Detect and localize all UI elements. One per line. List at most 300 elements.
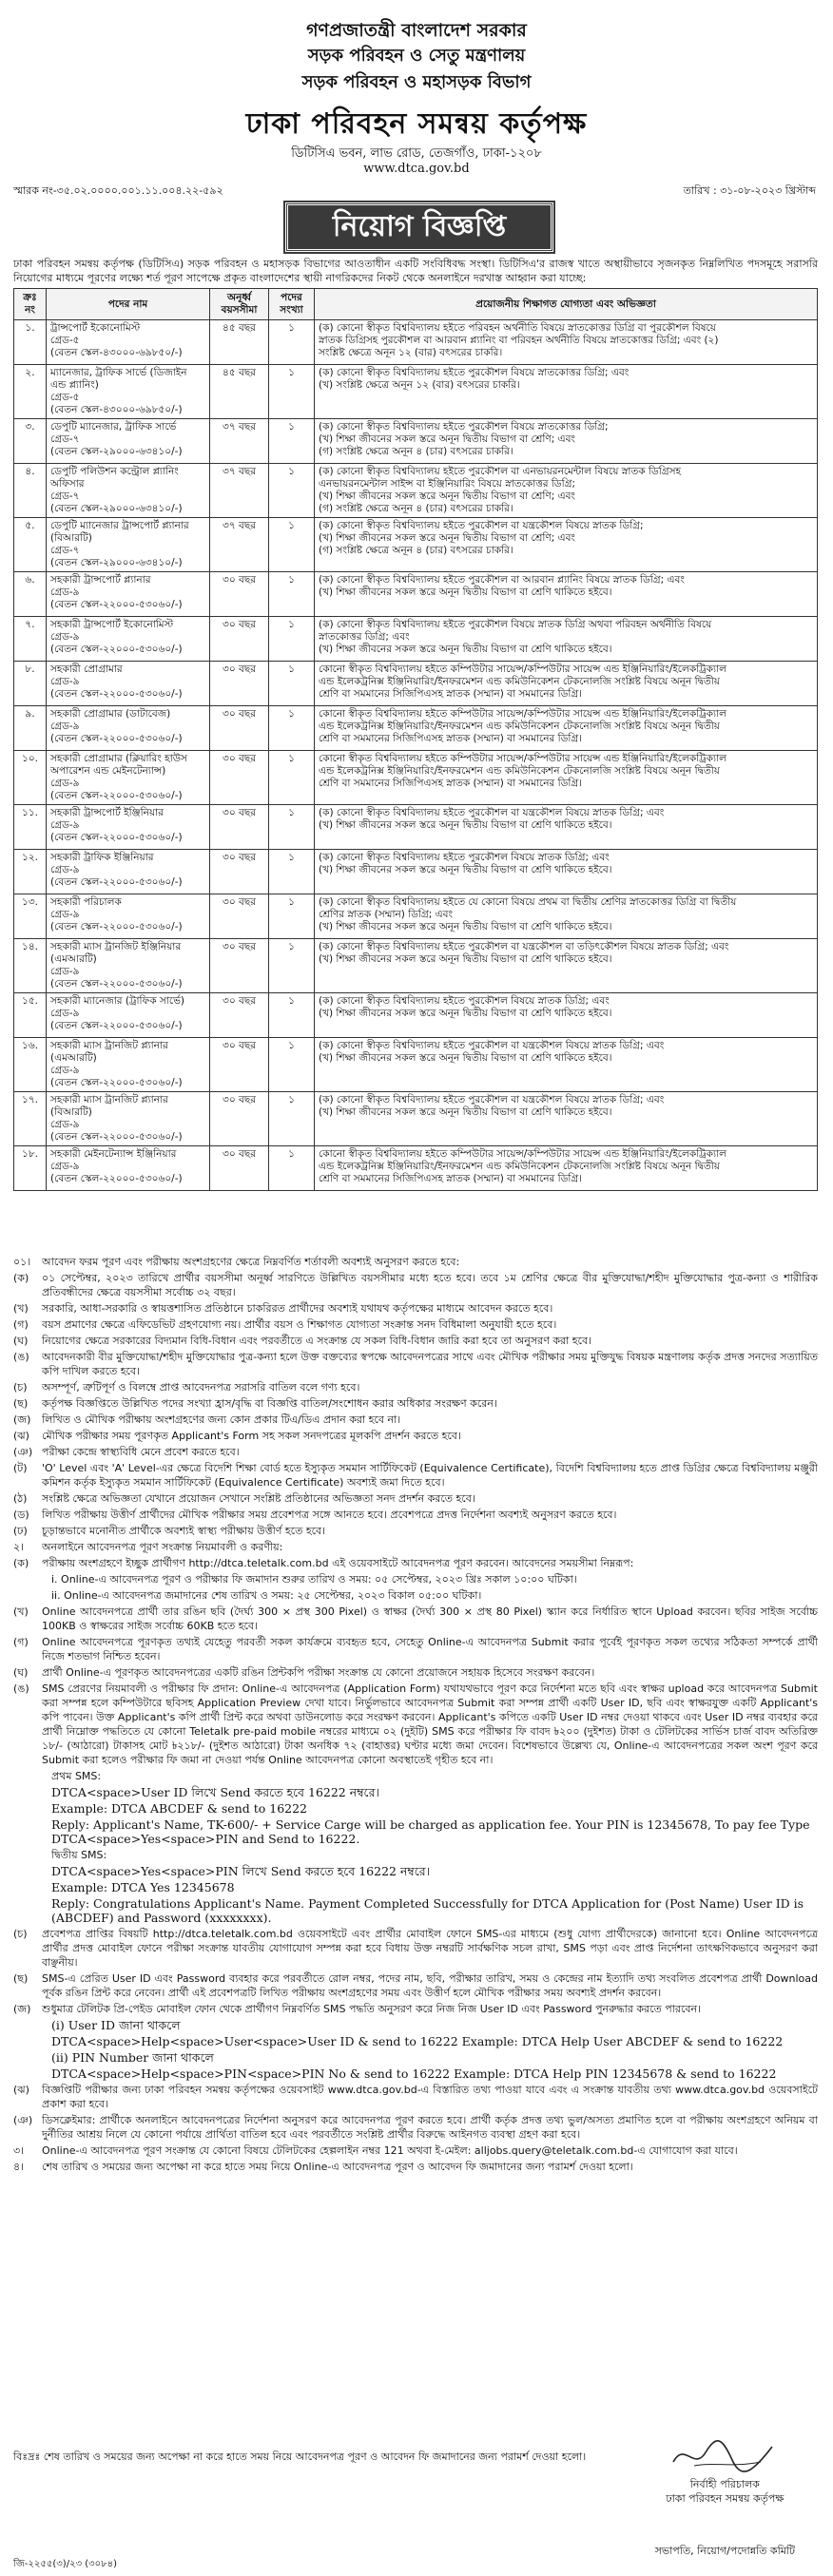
condition-label: (গ) <box>13 1318 29 1331</box>
sms-second-sms: DTCA<space>Yes<space>PIN লিখে Send করতে হবে 16222 নম্বরে। <box>51 1864 431 1878</box>
post-grade: গ্রেড-৫ <box>50 392 80 403</box>
cell-post <box>47 751 210 805</box>
condition-text: অসম্পূর্ণ, ত্রুটিপূর্ণ ও বিলম্বে প্রাপ্ত আবেদনপত্র সরাসরি বাতিল বলে গণ্য হবে। <box>42 1381 360 1394</box>
cell-age: ৩০ বছর <box>210 751 269 805</box>
post-grade: গ্রেড-৯ <box>50 676 80 687</box>
cell-sl: ১৩. <box>14 894 47 939</box>
condition-text: Online-এ আবেদনপত্র পূরণ সংক্রান্ত যে কোনো বিষয়ে টেলিটকের হেল্পলাইন নম্বর 121 অথবা ই-মেইল: alljobs.query@teletalk.com.bd-এ যোগাযোগ করা যাবে। <box>42 2144 738 2157</box>
cell-count: ১ <box>269 1092 315 1146</box>
qualification-line: এন্ড ইলেকট্রনিক্স ইঞ্জিনিয়ারিং/ইনফরমেশন এন্ড কমিউনিকেশন টেকনোলজি সংশ্লিষ্ট বিষয়ে অনূন দ্বিতীয় <box>319 721 720 732</box>
condition-item <box>13 1334 818 1348</box>
qualification-line: (ক) কোনো স্বীকৃত বিশ্ববিদ্যালয় হইতে পুরকৌশল বা যন্ত্রকৌশল বিষয়ে স্নাতক ডিগ্রি; এবং <box>319 1094 665 1105</box>
cell-count: ১ <box>269 894 315 939</box>
cell-post <box>47 320 210 365</box>
condition-item <box>13 1413 818 1427</box>
cell-count: ১ <box>269 464 315 518</box>
table-row <box>14 805 818 850</box>
qualification-line: (ক) কোনো স্বীকৃত বিশ্ববিদ্যালয় হইতে পুরকৌশল বিষয়ে স্নাতকোত্তর ডিগ্রি; এবং <box>319 367 630 378</box>
qualification-line: কোনো স্বীকৃত বিশ্ববিদ্যালয় হইতে কম্পিউটার সায়েন্স/কম্পিউটার সায়েন্স এন্ড ইঞ্জিনিয়ারিং/ইলেকট্রিক্যাল <box>319 708 726 720</box>
qualification-line: (ক) কোনো স্বীকৃত বিশ্ববিদ্যালয় হইতে পুরকৌশল বিষয়ে স্নাতক ডিগ্রি; এবং <box>319 995 610 1007</box>
signer-org: ঢাকা পরিবহন সমন্বয় কর্তৃপক্ষ <box>666 2492 785 2505</box>
qualification-line: (খ) সংশ্লিষ্ট ক্ষেত্রে অনূন ১২ (বার) বৎসরের চাকরি। <box>319 379 520 391</box>
condition-label: ০১। <box>13 1256 31 1268</box>
post-scale: (বেতন স্কেল-২২০০০-৫৩০৬০/-) <box>50 599 183 610</box>
cell-age: ৩০ বছর <box>210 1038 269 1092</box>
cell-age: ৩০ বছর <box>210 993 269 1038</box>
condition-item <box>13 1556 818 1570</box>
post-name: সহকারী ট্রাফিক ইঞ্জিনিয়ার <box>50 852 154 863</box>
qualification-line: (ক) কোনো স্বীকৃত বিশ্ববিদ্যালয় হইতে পুরকৌশল বিষয়ে স্নাতক ডিগ্রি অথবা পরিবহন অর্থনীতি বিষয়ে <box>319 619 712 630</box>
qualification-line: (ক) কোনো স্বীকৃত বিশ্ববিদ্যালয় হইতে পুরকৌশল বিষয়ে স্নাতক ডিগ্রি; এবং <box>319 852 610 863</box>
qualification-line: (গ) সংশ্লিষ্ট ক্ষেত্রে অনূন ৪ (চার) বৎসরের চাকরি। <box>319 545 513 556</box>
post-name: ম্যানেজার, ট্রাফিক সার্ভে (ডিজাইন এন্ড প্ল্যানিং) <box>50 367 187 391</box>
qualification-line: (ক) কোনো স্বীকৃত বিশ্ববিদ্যালয় হইতে পুরকৌশল বা আরবান প্ল্যানিং বিষয়ে স্নাতক ডিগ্রি; এবং <box>319 574 685 586</box>
condition-label: (ক) <box>13 1272 29 1284</box>
cell-sl: ৩. <box>14 419 47 464</box>
post-grade: গ্রেড-৯ <box>50 1065 80 1076</box>
notice-date: তারিখ : ৩১-০৮-২০২৩ খ্রিস্টাব্দ <box>683 184 816 197</box>
post-name: ডেপুটি পলিউশন কন্ট্রোল প্ল্যানিং অফিসার <box>50 466 179 490</box>
conditions-section <box>13 1255 818 2176</box>
post-scale: (বেতন স্কেল-২২০০০-৫৩০৬০/-) <box>50 921 183 932</box>
division-line: সড়ক পরিবহন ও মহাসড়ক বিভাগ <box>301 72 532 92</box>
cell-age: ৩০ বছর <box>210 706 269 751</box>
cell-age: ৪৫ বছর <box>210 320 269 365</box>
cell-qualification <box>315 939 818 993</box>
sms-first-reply: Reply: Applicant's Name, TK-600/- + Service Carge will be charged as application fee. Your PIN is 12345678, To pay fee Type DTCA<space>Yes<space>PIN and Send to 16222. <box>51 1817 810 1846</box>
qualification-line: এন্ড ইলেকট্রনিক্স ইঞ্জিনিয়ারিং/ইনফরমেশন এন্ড কমিউনিকেশন টেকনোলজি সংশ্লিষ্ট বিষয়ে অনূন দ্বিতীয় <box>319 676 720 687</box>
recovery-line: (i) User ID জানা থাকলে <box>51 2018 181 2032</box>
cell-count: ১ <box>269 365 315 419</box>
table-row <box>14 1038 818 1092</box>
condition-label: (ঞ) <box>13 1446 33 1458</box>
authority-title: ঢাকা পরিবহন সমন্বয় কর্তৃপক্ষ <box>245 107 588 141</box>
condition-text: চূড়ান্তভাবে মনোনীত প্রার্থীকে অবশ্যই স্বাস্থ্য পরীক্ষায় উত্তীর্ণ হতে হবে। <box>42 1525 326 1537</box>
cell-age: ৩৭ বছর <box>210 419 269 464</box>
cell-sl: ১৮. <box>14 1146 47 1191</box>
post-scale: (বেতন স্কেল-৪৩০০০-৬৯৮৫০/-) <box>50 404 183 415</box>
condition-text: মৌখিক পরীক্ষার সময় পূরণকৃত Applicant's Form সহ সকল সনদপত্রের মূলকপি প্রদর্শন করতে হবে। <box>42 1430 461 1442</box>
table-row <box>14 572 818 617</box>
table-row <box>14 939 818 993</box>
col-header-qualification: প্রয়োজনীয় শিক্ষাগত যোগ্যতা এবং অভিজ্ঞতা <box>315 289 818 320</box>
cell-post <box>47 662 210 706</box>
cell-sl: ১২. <box>14 850 47 894</box>
cell-post <box>47 464 210 518</box>
qualification-line: (খ) শিক্ষা জীবনের সকল স্তরে অনূন দ্বিতীয় বিভাগ বা শ্রেণি থাকিতে হইবে। <box>319 1008 612 1019</box>
cell-qualification <box>315 572 818 617</box>
condition-text: আবেদন ফরম পূরণ এবং পরীক্ষায় অংশগ্রহণের ক্ষেত্রে নিম্নবর্ণিত শর্তাবলী অবশ্যই অনুসরণ করতে হবে: <box>42 1256 460 1268</box>
post-grade: গ্রেড-৯ <box>50 909 80 920</box>
col-header-age: অনূর্ধ্ব বয়সসীমা <box>210 289 269 320</box>
post-grade: গ্রেড-৫ <box>50 335 80 346</box>
post-name: সহকারী ম্যানেজার (ট্রাফিক সার্ভে) <box>50 995 184 1007</box>
condition-item <box>13 1317 818 1332</box>
cell-age: ৩০ বছর <box>210 1092 269 1146</box>
table-row <box>14 662 818 706</box>
condition-text: পরীক্ষায় অংশগ্রহণে ইচ্ছুক প্রার্থীগণ http://dtca.teletalk.com.bd এই ওয়েবসাইটে আবেদনপত্র পূরণ করবেন। আবেদনের সময়সীমা নিম্নরূপ: <box>42 1557 634 1569</box>
condition-item <box>13 2143 818 2158</box>
post-name: সহকারী প্রোগ্রামার (ডাটাবেজ) <box>50 708 171 720</box>
cell-qualification <box>315 365 818 419</box>
post-name: সহকারী পরিচালক <box>50 896 122 908</box>
cell-qualification <box>315 993 818 1038</box>
cell-age: ৩৭ বছর <box>210 518 269 572</box>
post-grade: গ্রেড-৯ <box>50 721 80 732</box>
condition-text: প্রবেশপত্র প্রাপ্তির বিষয়টি http://dtca.teletalk.com.bd ওয়েবসাইটে এবং প্রার্থীর মোবাইল ফোনে SMS-এর মাধ্যমে (শুধু যোগ্য প্রার্থীদেরকে) জানানো হবে। Online আবেদনপত্রে প্রার্থীর প্রদত্ত মোবাইল ফোনে পরীক্ষা সংক্রান্ত যাবতীয় যোগাযোগ সম্পন্ন করা হবে বিধায় উক্ত নম্বরটি সার্বক্ষণিক সচল রাখা, SMS পড়া এবং প্রাপ্ত নির্দেশনা তাৎক্ষণিকভাবে অনুসরণ করা বাঞ্ছনীয়। <box>42 1928 818 1969</box>
condition-label: ২। <box>13 1541 25 1553</box>
condition-item <box>13 2160 818 2174</box>
qualification-line: শ্রেণি বা সমমানের সিজিপিএসহ স্নাতক (সম্মান) বা সমমানের ডিগ্রি। <box>319 778 582 789</box>
condition-text: SMS প্রেরণের নিয়মাবলী ও পরীক্ষার ফি প্রদান: Online-এ আবেদনপত্র (Application Form) যথাযথভাবে পূরণ করে নির্দেশনা মতে ছবি এবং স্বাক্ষর upload করে আবেদনপত্র Submit করা সম্পন্ন হলে কম্পিউটারে ছবিসহ Application Preview দেখা যাবে। নির্ভুলভাবে আবেদনপত্র Submit করা সম্পন্ন প্রার্থী একটি User ID, ছবি এবং স্বাক্ষরযুক্ত একটি Applicant's কপি পাবেন। উক্ত Applicant's কপি প্রার্থী প্রিন্ট করে অথবা ডাউনলোড করে সংরক্ষণ করবেন। Applicant's কপিতে একটি User ID নম্বর দেওয়া থাকবে এবং User ID নম্বর ব্যবহার করে প্রার্থী নিম্নোক্ত পদ্ধতিতে যে কোনো Teletalk pre-paid mobile নম্বরের মাধ্যমে ০২ (দুইটি) SMS করে পরীক্ষার ফি বাবদ ৳২০০ (দুইশত) টাকা ও টেলিটকের সার্ভিস চার্জ বাবদ অতিরিক্ত ১৮/- (আঠারো) টাকাসহ মোট ৳২১৮/- (দুইশত আঠারো) টাকা অনধিক ৭২ (বাহাত্তর) ঘণ্টার মধ্যে জমা দেবেন। বিশেষভাবে উল্লেখ্য যে, Online-এ আবেদনপত্রের সকল অংশ পূরণ করে Submit করা হলেও পরীক্ষার ফি জমা না দেওয়া পর্যন্ত Online আবেদনপত্র কোনো অবস্থাতেই গৃহীত হবে না। <box>42 1682 818 1766</box>
address-line: ডিটিসিএ ভবন, লাভ রোড, তেজগাঁও, ঢাকা-১২০৮ <box>291 146 542 161</box>
qualification-line: শ্রেণি বা সমমানের সিজিপিএসহ স্নাতক (সম্মান) বা সমমানের ডিগ্রি। <box>319 688 582 700</box>
condition-label: ৩। <box>13 2144 25 2157</box>
post-grade: গ্রেড-৯ <box>50 864 80 875</box>
condition-item <box>13 1605 818 1633</box>
qualification-line: (খ) শিক্ষা জীবনের সকল স্তরে অনূন দ্বিতীয় বিভাগ বা শ্রেণি; এবং <box>319 490 575 502</box>
qualification-line: (খ) শিক্ষা জীবনের সকল স্তরে অনূন দ্বিতীয় বিভাগ বা শ্রেণি থাকিতে হইবে। <box>319 921 612 932</box>
condition-item <box>13 1540 818 1554</box>
condition-text: Online আবেদনপত্রে পূরণকৃত তথ্যই যেহেতু পরবর্তী সকল কার্যক্রমে ব্যবহৃত হবে, সেহেতু Online-এ আবেদনপত্র Submit করার পূর্বেই পূরণকৃত সকল তথ্যের সঠিকতা সম্পর্কে প্রার্থী নিজে শতভাগ নিশ্চিত হবেন। <box>42 1636 818 1663</box>
cell-age: ৩০ বছর <box>210 662 269 706</box>
memo-number: স্মারক নং-৩৫.০২.০০০০.০০১.১১.০০৪.২২-৫৯২ <box>13 184 223 197</box>
condition-item <box>13 1301 818 1316</box>
condition-label: (ঠ) <box>13 1492 28 1505</box>
cell-count: ১ <box>269 1146 315 1191</box>
condition-item <box>13 1445 818 1459</box>
post-scale: (বেতন স্কেল-২২০০০-৫৩০৬০/-) <box>50 790 183 801</box>
footer-code: জি-২২৫৫(৩)/২৩ (৩০৮৪) <box>13 2559 118 2569</box>
cell-qualification <box>315 894 818 939</box>
post-scale: (বেতন স্কেল-২৯০০০-৬৩৪১০/-) <box>50 557 183 568</box>
cell-qualification <box>315 805 818 850</box>
recovery-line: DTCA<space>Help<space>PIN<space>PIN No & send to 16222 Example: DTCA Help PIN 12345678 & send to 16222 <box>51 2067 777 2081</box>
cell-qualification <box>315 518 818 572</box>
sms-first-sms: DTCA<space>User ID লিখে Send করতে হবে 16222 নম্বরে। <box>51 1785 379 1799</box>
condition-text: শুধুমাত্র টেলিটক প্রি-পেইড মোবাইল ফোন থেকে প্রার্থীগণ নিম্নবর্ণিত SMS পদ্ধতি অনুসরণ করে নিজ নিজ User ID এবং Password পুনরুদ্ধার করতে পারবেন। <box>42 2003 702 2015</box>
cell-qualification <box>315 617 818 662</box>
condition-text: বয়স প্রমাণের ক্ষেত্রে এফিডেভিট গ্রহণযোগ্য নয়। প্রার্থীর বয়স ও শিক্ষাগত যোগ্যতা সংক্রান্ত সনদ বিধিমালা অনুযায়ী হতে হবে। <box>42 1318 557 1331</box>
condition-item <box>13 1971 818 2000</box>
post-grade: গ্রেড-৯ <box>50 586 80 598</box>
cell-sl: ১৫. <box>14 993 47 1038</box>
post-name: সহকারী ট্রান্সপোর্ট ইঞ্জিনিয়ার <box>50 807 164 818</box>
table-row <box>14 1146 818 1191</box>
table-row <box>14 617 818 662</box>
cell-count: ১ <box>269 850 315 894</box>
cell-age: ৩০ বছর <box>210 894 269 939</box>
post-grade: গ্রেড-৭ <box>50 490 80 502</box>
website-link[interactable]: www.dtca.gov.bd <box>363 162 470 176</box>
post-scale: (বেতন স্কেল-২২০০০-৫৩০৬০/-) <box>50 1173 183 1184</box>
qualification-line: কোনো স্বীকৃত বিশ্ববিদ্যালয় হইতে কম্পিউটার সায়েন্স/কম্পিউটার সায়েন্স এন্ড ইঞ্জিনিয়ারিং/ইলেকট্রিক্যাল <box>319 663 726 675</box>
condition-item <box>13 1461 818 1490</box>
condition-label: (ঙ) <box>13 1351 29 1363</box>
condition-label: (ঝ) <box>13 1430 29 1442</box>
cell-sl: ৭. <box>14 617 47 662</box>
post-scale: (বেতন স্কেল-২৯০০০-৬৩৪১০/-) <box>50 446 183 457</box>
post-grade: গ্রেড-৯ <box>50 966 80 977</box>
qualification-line: (গ) সংশ্লিষ্ট ক্ষেত্রে অনূন ৪ (চার) বৎসরের চাকরি। <box>319 503 513 514</box>
cell-post <box>47 939 210 993</box>
cell-count: ১ <box>269 572 315 617</box>
post-grade: গ্রেড-৯ <box>50 1119 80 1130</box>
cell-post <box>47 365 210 419</box>
ministry-line: সড়ক পরিবহন ও সেতু মন্ত্রণালয় <box>307 46 526 66</box>
post-grade: গ্রেড-৯ <box>50 778 80 789</box>
cell-post <box>47 1092 210 1146</box>
cell-age: ৩০ বছর <box>210 939 269 993</box>
cell-post <box>47 1038 210 1092</box>
condition-label: (জ) <box>13 2003 31 2015</box>
condition-item <box>13 1491 818 1506</box>
cell-sl: ১. <box>14 320 47 365</box>
table-row <box>14 751 818 805</box>
cell-count: ১ <box>269 939 315 993</box>
post-scale: (বেতন স্কেল-২২০০০-৫৩০৬০/-) <box>50 733 183 744</box>
cell-sl: ৮. <box>14 662 47 706</box>
post-name: সহকারী প্রোগ্রামার <box>50 663 123 675</box>
qualification-line: (খ) শিক্ষা জীবনের সকল স্তরে অনূন দ্বিতীয় বিভাগ বা শ্রেণি থাকিতে হইবে। <box>319 644 612 655</box>
cell-sl: ১১. <box>14 805 47 850</box>
signer-title: নির্বাহী পরিচালক <box>689 2478 760 2490</box>
post-name: সহকারী মেইনটেন্যান্স ইঞ্জিনিয়ার <box>50 1148 177 1160</box>
cell-qualification <box>315 464 818 518</box>
timeline-item: ii. Online-এ আবেদনপত্র জমাদানের শেষ তারিখ ও সময়: ২৫ সেপ্টেম্বর, ২০২৩ বিকাল ০৫:০০ ঘটিকা। <box>51 1589 482 1602</box>
table-row <box>14 706 818 751</box>
qualification-line: (ক) কোনো স্বীকৃত বিশ্ববিদ্যালয় হইতে পুরকৌশল বা যন্ত্রকৌশল বিষয়ে স্নাতক ডিগ্রি; <box>319 520 644 531</box>
qualification-line: (গ) সংশ্লিষ্ট ক্ষেত্রে অনূন ৪ (চার) বৎসরের চাকরি। <box>319 446 513 457</box>
table-row <box>14 1092 818 1146</box>
cell-post <box>47 850 210 894</box>
table-row <box>14 993 818 1038</box>
post-name: ডেপুটি ম্যানেজার, ট্রাফিক সার্ভে <box>50 421 177 433</box>
cell-post <box>47 1146 210 1191</box>
condition-label: (ঘ) <box>13 1666 29 1679</box>
condition-label: (ঘ) <box>13 1335 29 1347</box>
qualification-line: (খ) শিক্ষা জীবনের সকল স্তরে অনূন দ্বিতীয় বিভাগ বা শ্রেণি; এবং <box>319 532 575 544</box>
post-scale: (বেতন স্কেল-২২০০০-৫৩০৬০/-) <box>50 1020 183 1031</box>
post-name: ট্রান্সপোর্ট ইকোনোমিস্ট <box>50 322 141 334</box>
qualification-line: সংশ্লিষ্ট ক্ষেত্রে অনূন ১২ (বার) বৎসরের চাকরি। <box>319 347 503 358</box>
condition-text: 'O' Level এবং 'A' Level-এর ক্ষেত্রে বিদেশি শিক্ষা বোর্ড হতে ইস্যুকৃত সমমান সার্টিফিকেট (Equivalence Certificate), বিদেশি বিশ্ববিদ্যালয় হতে প্রাপ্ত ডিগ্রির ক্ষেত্রে বিশ্ববিদ্যালয় মঞ্জুরী কমিশন কর্তৃক ইস্যুকৃত সমমান সার্টিফিকেট (Equivalence Certificate) অবশ্যই জমা দিতে হবে। <box>42 1462 818 1489</box>
post-scale: (বেতন স্কেল-২২০০০-৫৩০৬০/-) <box>50 978 183 990</box>
qualification-line: (খ) শিক্ষা জীবনের সকল স্তরে অনূন দ্বিতীয় বিভাগ বা শ্রেণি থাকিতে হইবে। <box>319 586 612 598</box>
gov-line: গণপ্রজাতন্ত্রী বাংলাদেশ সরকার <box>306 20 527 41</box>
cell-count: ১ <box>269 706 315 751</box>
footnote: বিঃদ্রঃ শেষ তারিখ ও সময়ের জন্য অপেক্ষা না করে হাতে সময় নিয়ে আবেদনপত্র পূরণ ও আবেদন ফি জমাদানের জন্য পরামর্শ দেওয়া হলো। <box>13 2451 587 2463</box>
condition-text: নিয়োগের ক্ষেত্রে সরকারের বিদ্যমান বিধি-বিধান এবং পরবর্তীতে এ সংক্রান্ত যে সকল বিধি-বিধান জারি করা হবে তা অনুসরণ করা হবে। <box>42 1335 592 1347</box>
condition-label: ৪। <box>13 2161 25 2173</box>
condition-label: (চ) <box>13 1928 28 1940</box>
condition-item <box>13 1380 818 1394</box>
cell-sl: ৫. <box>14 518 47 572</box>
qualification-line: স্নাতকোত্তর ডিগ্রি; এবং <box>319 631 410 643</box>
condition-item <box>13 1255 818 1269</box>
condition-text: পরীক্ষা কেন্দ্রে স্বাস্থ্যবিধি মেনে প্রবেশ করতে হবে। <box>42 1446 240 1458</box>
post-name: সহকারী ট্রান্সপোর্ট প্ল্যানার <box>50 574 151 586</box>
intro-paragraph: ঢাকা পরিবহন সমন্বয় কর্তৃপক্ষ (ডিটিসিএ) সড়ক পরিবহন ও মহাসড়ক বিভাগের আওতাধীন একটি সংবিধিবদ্ধ সংস্থা। ডিটিসিএ'র রাজস্ব খাতে অস্থায়ীভাবে সৃজনকৃত নিম্নলিখিত পদসমূহে সরাসরি নিয়োগের মাধ্যমে পূরণের লক্ষ্যে শর্ত পূরণ সাপেক্ষে প্রকৃত বাংলাদেশের স্থায়ী নাগরিকদের নিকট থেকে অনলাইনে দরখাস্ত আহ্বান করা যাচ্ছে: <box>13 258 819 284</box>
col-header-count: পদের সংখ্যা <box>269 289 315 320</box>
post-scale: (বেতন স্কেল-২২০০০-৫৩০৬০/-) <box>50 876 183 888</box>
condition-label: (খ) <box>13 1302 29 1315</box>
condition-text: অনলাইনে আবেদনপত্র পূরণ সংক্রান্ত নিয়মাবলী ও করণীয়: <box>42 1541 283 1553</box>
post-scale: (বেতন স্কেল-২২০০০-৫৩০৬০/-) <box>50 1077 183 1088</box>
qualification-line: শ্রেণির স্নাতক (সম্মান) ডিগ্রি; এবং <box>319 909 454 920</box>
condition-label: (খ) <box>13 1605 29 1618</box>
cell-qualification <box>315 751 818 805</box>
condition-label: (ঙ) <box>13 1682 29 1695</box>
qualification-line: (খ) শিক্ষা জীবনের সকল স্তরে অনূন দ্বিতীয় বিভাগ বা শ্রেণি থাকিতে হইবে। <box>319 864 612 875</box>
qualification-line: শ্রেণি বা সমমানের সিজিপিএসহ স্নাতক (সম্মান) বা সমমানের ডিগ্রি। <box>319 733 582 744</box>
qualification-line: (খ) শিক্ষা জীবনের সকল স্তরে অনূন দ্বিতীয় বিভাগ বা শ্রেণি; এবং <box>319 433 575 445</box>
qualification-line: (খ) শিক্ষা জীবনের সকল স্তরে অনূন দ্বিতীয় বিভাগ বা শ্রেণি থাকিতে হইবে। <box>319 1052 612 1064</box>
condition-item <box>13 1429 818 1443</box>
cell-count: ১ <box>269 1038 315 1092</box>
qualification-line: স্নাতক ডিগ্রিসহ পুরকৌশল বা আরবান প্ল্যানিং বা পরিবহন অর্থনীতি বিষয়ে স্নাতকোত্তর ডিগ্রি; এবং (২) <box>319 335 719 346</box>
condition-item <box>13 1682 818 1767</box>
table-row <box>14 365 818 419</box>
cell-qualification <box>315 320 818 365</box>
recovery-line: DTCA<space>Help<space>User<space>User ID & send to 16222 Example: DTCA Help User ABCDEF & send to 16222 <box>51 2034 784 2048</box>
cell-count: ১ <box>269 419 315 464</box>
cell-count: ১ <box>269 751 315 805</box>
cell-post <box>47 706 210 751</box>
timeline-item: i. Online-এ আবেদনপত্র পূরণ ও পরীক্ষার ফি জমাদান শুরুর তারিখ ও সময়: ০৫ সেপ্টেম্বর, ২০২৩ খ্রিঃ সকাল ১০:০০ ঘটিকা। <box>51 1573 577 1586</box>
cell-sl: ২. <box>14 365 47 419</box>
post-scale: (বেতন স্কেল-২৯০০০-৬৩৪১০/-) <box>50 503 183 514</box>
cell-count: ১ <box>269 518 315 572</box>
qualification-line: কোনো স্বীকৃত বিশ্ববিদ্যালয় হইতে কম্পিউটার সায়েন্স/কম্পিউটার সায়েন্স এন্ড ইঞ্জিনিয়ারিং/ইলেকট্রিক্যাল <box>319 1148 726 1160</box>
table-row <box>14 320 818 365</box>
condition-text: প্রার্থী Online-এ পূরণকৃত আবেদনপত্রের একটি রঙিন প্রিন্টকপি পরীক্ষা সংক্রান্ত যে কোনো প্রয়োজনে সহায়ক হিসেবে সংরক্ষণ করবেন। <box>42 1666 595 1679</box>
condition-item <box>13 2083 818 2111</box>
condition-item <box>13 2002 818 2016</box>
cell-count: ১ <box>269 617 315 662</box>
cell-age: ৩০ বছর <box>210 805 269 850</box>
cell-sl: ১৬. <box>14 1038 47 1092</box>
condition-text: ০১ সেপ্টেম্বর, ২০২৩ তারিখে প্রার্থীর বয়সসীমা অনূর্ধ্ব সারণিতে উল্লিখিত বয়সসীমার মধ্যে হতে হবে। তবে ১ম শ্রেণির ক্ষেত্রে বীর মুক্তিযোদ্ধা/শহীদ মুক্তিযোদ্ধার পুত্র-কন্যা ও শারীরিক প্রতিবন্ধীদের ক্ষেত্রে বয়সসীমা সর্বোচ্চ ৩২ বছর। <box>42 1272 818 1298</box>
notice-title: নিয়োগ বিজ্ঞপ্তি <box>285 202 553 252</box>
qualification-line: (ক) কোনো স্বীকৃত বিশ্ববিদ্যালয় হইতে যে কোনো বিষয়ে প্রথম বা দ্বিতীয় শ্রেণির স্নাতকোত্তর ডিগ্রি বা দ্বিতীয় <box>319 896 737 908</box>
sms-second-reply: Reply: Congratulations Applicant's Name. Payment Completed Successfully for DTCA Application for (Post Name) User ID is (ABCDEF) and Password (xxxxxxxx). <box>51 1896 804 1925</box>
post-name: ডেপুটি ম্যানেজার ট্রান্সপোর্ট প্ল্যানার (বিআরটি) <box>50 520 189 544</box>
qualification-line: এন্ড ইলেকট্রনিক্স ইঞ্জিনিয়ারিং/ইনফরমেশন এন্ড কমিউনিকেশন টেকনোলজি সংশ্লিষ্ট বিষয়ে অনূন দ্বিতীয় <box>319 1161 720 1172</box>
cell-qualification <box>315 1092 818 1146</box>
cell-qualification <box>315 419 818 464</box>
post-scale: (বেতন স্কেল-২২০০০-৫৩০৬০/-) <box>50 1131 183 1143</box>
cell-age: ৩০ বছর <box>210 572 269 617</box>
qualification-line: (ক) কোনো স্বীকৃত বিশ্ববিদ্যালয় হইতে পরিবহন অর্থনীতি বিষয়ে স্নাতকোত্তর ডিগ্রি বা পুরকৌশল বিষয়ে <box>319 322 716 334</box>
cell-qualification <box>315 1146 818 1191</box>
table-row <box>14 464 818 518</box>
condition-item <box>13 1524 818 1538</box>
post-grade: গ্রেড-৭ <box>50 545 80 556</box>
cell-post <box>47 518 210 572</box>
condition-label: (ড) <box>13 1509 29 1521</box>
condition-label: (গ) <box>13 1636 29 1648</box>
post-grade: গ্রেড-৯ <box>50 631 80 643</box>
condition-text: Online আবেদনপত্রে প্রার্থী তার রঙিন ছবি (দৈর্ঘ্য 300 × প্রস্থ 300 Pixel) ও স্বাক্ষর (দৈর্ঘ্য 300 × প্রস্থ 80 Pixel) স্ক্যান করে নির্ধারিত স্থানে Upload করবেন। ছবির সাইজ সর্বোচ্চ 100KB ও স্বাক্ষরের সাইজ সর্বোচ্চ 60KB হতে হবে। <box>42 1605 818 1632</box>
table-row <box>14 894 818 939</box>
post-name: সহকারী ম্যাস ট্রানজিট প্ল্যানার (এমআরটি) <box>50 1040 168 1064</box>
cell-count: ১ <box>269 805 315 850</box>
post-name: সহকারী ম্যাস ট্রানজিট প্ল্যানার (বিআরটি) <box>50 1094 168 1118</box>
col-header-post: পদের নাম <box>47 289 210 320</box>
condition-text: বিজ্ঞপ্তিটি পরীক্ষার জন্য ঢাকা পরিবহন সমন্বয় কর্তৃপক্ষের ওয়েবসাইট www.dtca.gov.bd-এ বিস্তারিত তথ্য পাওয়া যাবে এবং এ সংক্রান্ত যাবতীয় তথ্য www.dtca.gov.bd ওয়েবসাইটে প্রকাশ করা হবে। <box>42 2084 818 2110</box>
cell-age: ৩০ বছর <box>210 617 269 662</box>
cell-age: ৪৫ বছর <box>210 365 269 419</box>
cell-age: ৩০ বছর <box>210 850 269 894</box>
qualification-line: শ্রেণি বা সমমানের সিজিপিএসহ স্নাতক (সম্মান) বা সমমানের ডিগ্রি। <box>319 1173 582 1184</box>
condition-item <box>13 1350 818 1378</box>
cell-count: ১ <box>269 320 315 365</box>
qualification-line: (ক) কোনো স্বীকৃত বিশ্ববিদ্যালয় হইতে পুরকৌশল বা যন্ত্রকৌশল বা তড়িৎকৌশল বিষয়ে স্নাতক ডিগ্রি; এবং <box>319 941 729 952</box>
col-header-sl: ক্রঃ নং <box>14 289 47 320</box>
condition-text: লিখিত ও মৌখিক পরীক্ষায় অংশগ্রহণের জন্য কোন প্রকার টিএ/ডিএ প্রদান করা হবে না। <box>42 1413 401 1426</box>
recovery-line: (ii) PIN Number জানা থাকলে <box>51 2050 214 2065</box>
post-scale: (বেতন স্কেল-২২০০০-৫৩০৬০/-) <box>50 688 183 700</box>
post-name: সহকারী ট্রান্সপোর্ট ইকোনোমিস্ট <box>50 619 174 630</box>
condition-text: লিখিত পরীক্ষায় উত্তীর্ণ প্রার্থীদের মৌখিক পরীক্ষার সময় প্রবেশপত্র সঙ্গে আনতে হবে। প্রবেশপত্রে প্রদত্ত নির্দেশনা অবশ্যই অনুসরণ করতে হবে। <box>42 1509 617 1521</box>
cell-post <box>47 617 210 662</box>
jobs-table-body <box>14 320 818 1191</box>
qualification-line: (ক) কোনো স্বীকৃত বিশ্ববিদ্যালয় হইতে পুরকৌশল বিষয়ে স্নাতকোত্তর ডিগ্রি; <box>319 421 609 433</box>
table-row <box>14 419 818 464</box>
signature-image <box>666 2433 780 2477</box>
qualification-line: এনভায়রনমেন্টাল সাইন্স বা ইঞ্জিনিয়ারিং বিষয়ে স্নাতকোত্তর ডিগ্রি; <box>319 478 576 490</box>
cell-sl: ৯. <box>14 706 47 751</box>
cell-age: ৩০ বছর <box>210 1146 269 1191</box>
table-row <box>14 518 818 572</box>
post-name: সহকারী ম্যাস ট্রানজিট ইঞ্জিনিয়ার (এমআরটি) <box>50 941 182 965</box>
condition-label: (ছ) <box>13 1972 29 1985</box>
table-header-row <box>14 289 818 320</box>
cell-post <box>47 572 210 617</box>
qualification-line: এন্ড ইলেকট্রনিক্স ইঞ্জিনিয়ারিং/ইনফরমেশন এন্ড কমিউনিকেশন টেকনোলজি সংশ্লিষ্ট বিষয়ে অনূন দ্বিতীয় <box>319 765 720 777</box>
qualification-line: (খ) শিক্ষা জীবনের সকল স্তরে অনূন দ্বিতীয় বিভাগ বা শ্রেণি থাকিতে হইবে। <box>319 819 612 831</box>
cell-qualification <box>315 662 818 706</box>
condition-label: (ছ) <box>13 1397 29 1410</box>
cell-sl: ৬. <box>14 572 47 617</box>
sms-first-example: Example: DTCA ABCDEF & send to 16222 <box>51 1801 308 1816</box>
condition-label: (ক) <box>13 1557 29 1569</box>
condition-text: আবেদনকারী বীর মুক্তিযোদ্ধা/শহীদ মুক্তিযোদ্ধার পুত্র-কন্যা হলে উক্ত বক্তব্যের স্বপক্ষে আবেদনপত্রের সাথে এবং মৌখিক পরীক্ষার সময় মুক্তিযুদ্ধ বিষয়ক মন্ত্রণালয় কর্তৃক প্রদত্ত সনদের সত্যায়িত কপি দাখিল করতে হবে। <box>42 1351 818 1377</box>
condition-item <box>13 1271 818 1299</box>
qualification-line: (খ) শিক্ষা জীবনের সকল স্তরে অনূন দ্বিতীয় বিভাগ বা শ্রেণি থাকিতে হইবে। <box>319 1106 612 1118</box>
condition-label: (ঞ) <box>13 2114 33 2126</box>
post-scale: (বেতন স্কেল-২২০০০-৫৩০৬০/-) <box>50 832 183 843</box>
condition-item <box>13 1665 818 1680</box>
condition-text: সংশ্লিষ্ট ক্ষেত্রে অভিজ্ঞতা যেখানে প্রয়োজন সেখানে সংশ্লিষ্ট প্রতিষ্ঠানের অভিজ্ঞতা সনদ প্রদর্শন করতে হবে। <box>42 1492 475 1505</box>
signer-role: সভাপতি, নিয়োগ/পদোন্নতি কমিটি <box>654 2545 795 2557</box>
condition-item <box>13 1508 818 1522</box>
condition-text: কর্তৃপক্ষ বিজ্ঞপ্তিতে উল্লিখিত পদের সংখ্যা হ্রাস/বৃদ্ধি বা বিজ্ঞপ্তি বাতিল/সংশোধন করার অধিকার সংরক্ষণ করেন। <box>42 1397 497 1410</box>
condition-label: (ঝ) <box>13 2084 29 2096</box>
jobs-table <box>13 288 818 1191</box>
cell-sl: ১৭. <box>14 1092 47 1146</box>
cell-qualification <box>315 850 818 894</box>
condition-text: সরকারি, আধা-সরকারি ও স্বায়ত্তশাসিত প্রতিষ্ঠানে চাকরিরত প্রার্থীদের অবশ্যই যথাযথ কর্তৃপক্ষের মাধ্যমে আবেদন করতে হবে। <box>42 1302 553 1315</box>
post-scale: (বেতন স্কেল-৪৩০০০-৬৯৮৫০/-) <box>50 347 183 358</box>
cell-sl: ৪. <box>14 464 47 518</box>
condition-text: শেষ তারিখ ও সময়ের জন্য অপেক্ষা না করে হাতে সময় নিয়ে Online-এ আবেদনপত্র পূরণ ও আবেদন ফি জমাদানের জন্য পরামর্শ দেওয়া হলো। <box>42 2161 633 2173</box>
signer-block <box>655 2477 795 2558</box>
post-grade: গ্রেড-৯ <box>50 819 80 831</box>
condition-item <box>13 2113 818 2142</box>
condition-item <box>13 1927 818 1970</box>
